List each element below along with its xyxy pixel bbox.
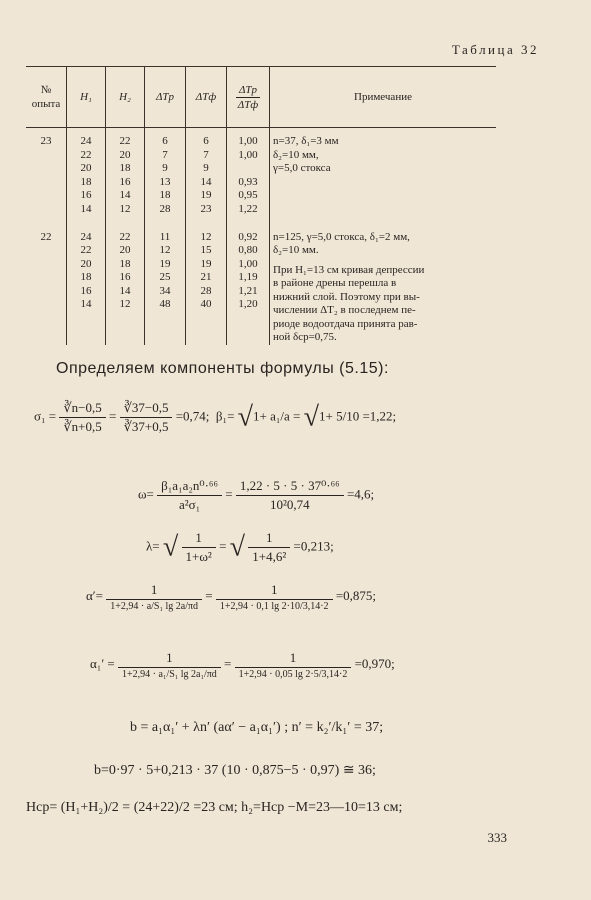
- cell-line: 14: [80, 298, 92, 310]
- table-cell-no: 23: [40, 135, 52, 147]
- cell-line: ной δср=0,75.: [273, 331, 337, 343]
- cell-line: числении ΔT₂ в последнем пе-: [273, 304, 416, 316]
- table-cell-dtf: [186, 128, 227, 224]
- cell-line: 20: [80, 257, 92, 270]
- cell-line: 19: [200, 257, 212, 270]
- table-row: [26, 224, 496, 345]
- cell-line: 1,00: [238, 135, 258, 147]
- cell-line: n=125, γ=5,0 стокса, δ₁=2 мм,: [273, 230, 410, 243]
- table-cell-no: 22: [40, 230, 52, 243]
- header-delta-tf: ΔTф: [186, 67, 227, 128]
- cell-line: 18: [159, 189, 171, 201]
- cell-line: 16: [80, 189, 92, 201]
- cell-line: 28: [159, 202, 171, 215]
- header-note: Примечание: [270, 67, 497, 128]
- cell-line: 12: [159, 244, 171, 256]
- cell-line: 16: [119, 271, 131, 283]
- cell-line: 14: [80, 202, 92, 215]
- data-table: [26, 66, 496, 345]
- cell-line: δ₂=10 мм,: [273, 148, 319, 161]
- header-experiment-no: № опыта: [26, 67, 67, 128]
- cell-line: n=37, δ₁=3 мм: [273, 135, 339, 147]
- cell-line: 1,21: [238, 284, 258, 297]
- table-cell-dtr: [145, 224, 186, 345]
- cell-line: 14: [119, 189, 131, 201]
- cell-line: 12: [200, 230, 212, 243]
- cell-line: 28: [200, 284, 212, 297]
- cell-line: 25: [159, 271, 171, 283]
- cell-line: 7: [162, 148, 168, 161]
- equation-lambda: λ= √ $\frac{1}{\text{1+ω²}}$ = √ $\frac{1}{\text{1+4,6²}}$ =0,213;: [146, 530, 334, 564]
- cell-line: 20: [80, 162, 92, 174]
- table-cell-h2: [106, 224, 145, 345]
- cell-line: 1,20: [238, 298, 258, 310]
- cell-line: [228, 161, 268, 175]
- equation-alpha1-prime: α₁′ = 1 1+2,94 · a₁/S₁ lg 2a₁/πd = 1 1+2,94 · 0,05 lg 2·5/3,14·2 =0,970;: [90, 650, 395, 680]
- cell-line: в районе дрены перешла в: [273, 277, 397, 289]
- cell-line: 6: [203, 135, 209, 147]
- cell-line: 1,00: [238, 148, 258, 161]
- section-heading: Определяем компоненты формулы (5.15):: [56, 360, 389, 377]
- cell-line: 9: [162, 162, 168, 174]
- cell-line: 7: [203, 148, 209, 161]
- table-cell-ratio: [227, 128, 270, 224]
- cell-line: 18: [80, 271, 92, 283]
- cell-line: 13: [159, 175, 171, 188]
- header-h2: H₂: [106, 67, 145, 128]
- header-h1: H₁: [67, 67, 106, 128]
- table-cell-note: [270, 224, 497, 345]
- cell-line: При H₁=13 см кривая депрессии: [273, 263, 425, 276]
- equation-alpha-prime: α′= 1 1+2,94 · a/S₁ lg 2a/πd = 1 1+2,94 · 0,1 lg 2·10/3,14·2 =0,875;: [86, 582, 377, 612]
- table-cell-note: [270, 128, 497, 224]
- cell-line: 48: [159, 298, 171, 310]
- header-ratio: $\frac{\text{ΔTр}}{\text{ΔTф}}$: [227, 67, 270, 128]
- cell-line: 6: [162, 135, 168, 147]
- cell-line: 15: [200, 244, 212, 256]
- page-number: 333: [487, 830, 507, 845]
- cell-line: 18: [80, 175, 92, 188]
- table-cell-dtf: [186, 224, 227, 345]
- cell-line: 22: [80, 148, 92, 161]
- cell-line: 12: [119, 202, 131, 215]
- cell-line: 20: [119, 244, 131, 256]
- equation-omega: ω= $\frac{\text{β₁a₁a₂n⁰·⁶⁶}}{\text{a²σ₁}}$ = $\frac{\text{1,22 · 5 · 5 · 37⁰·⁶⁶}}{\text{10²0,74}}$ =4,6;: [138, 478, 375, 512]
- table-cell-h1: [67, 128, 106, 224]
- cell-line: 22: [80, 244, 92, 256]
- cell-line: 18: [119, 162, 131, 174]
- cell-line: 0,95: [238, 189, 258, 201]
- equation-sigma-beta: σ₁ = $\frac{∛n-0,5}{∛n+0,5}$ = $\frac{∛37-0,5}{∛37+0,5}$ =0,74; β₁= √1+ a₁/a = √1+ 5/10 =1,22;: [34, 400, 397, 434]
- cell-line: 19: [200, 189, 212, 201]
- cell-line: 40: [200, 298, 212, 310]
- cell-line: риоде водоотдача принята рав-: [273, 317, 418, 330]
- cell-line: 21: [200, 271, 212, 283]
- cell-line: 34: [159, 284, 171, 297]
- cell-line: 1,00: [238, 257, 258, 270]
- cell-line: 24: [80, 230, 92, 243]
- cell-line: 22: [119, 135, 131, 147]
- header-delta-tr: ΔTр: [145, 67, 186, 128]
- cell-line: 14: [200, 175, 212, 188]
- cell-line: 11: [159, 230, 171, 243]
- table-header-row: [26, 67, 496, 128]
- cell-line: 16: [80, 284, 92, 297]
- cell-line: 24: [80, 135, 92, 147]
- table-caption: Таблица 32: [451, 42, 539, 57]
- cell-line: 0,80: [238, 244, 258, 256]
- cell-line: 0,92: [238, 230, 258, 243]
- cell-line: 14: [119, 284, 131, 297]
- cell-line: 9: [203, 162, 209, 174]
- cell-line: 1,22: [238, 202, 258, 215]
- table-cell-ratio: [227, 224, 270, 345]
- table-row: [26, 128, 496, 224]
- cell-line: γ=5,0 стокса: [273, 162, 331, 174]
- cell-line: δ₂=10 мм.: [273, 244, 319, 256]
- cell-line: 20: [119, 148, 131, 161]
- table-cell-h1: [67, 224, 106, 345]
- equation-hcp: Hср= (H₁+H₂)/2 = (24+22)/2 =23 см; h₂=Hср −M=23—10=13 см;: [26, 800, 403, 815]
- cell-line: 18: [119, 257, 131, 270]
- cell-line: 16: [119, 175, 131, 188]
- cell-line: 0,93: [238, 175, 258, 188]
- cell-line: нижний слой. Поэтому при вы-: [273, 290, 420, 303]
- equation-b-numeric: b=0·97 · 5+0,213 · 37 (10 · 0,875−5 · 0,97) ≅ 36;: [94, 763, 376, 778]
- cell-line: 1,19: [238, 271, 258, 283]
- cell-line: 19: [159, 257, 171, 270]
- table-cell-dtr: [145, 128, 186, 224]
- cell-line: 23: [200, 202, 212, 215]
- table-cell-h2: [106, 128, 145, 224]
- equation-b-general: b = a₁α₁′ + λn′ (aα′ − a₁α₁′) ; n′ = k₂′/k₁′ = 37;: [130, 720, 384, 735]
- cell-line: 12: [119, 298, 131, 310]
- cell-line: 22: [119, 230, 131, 243]
